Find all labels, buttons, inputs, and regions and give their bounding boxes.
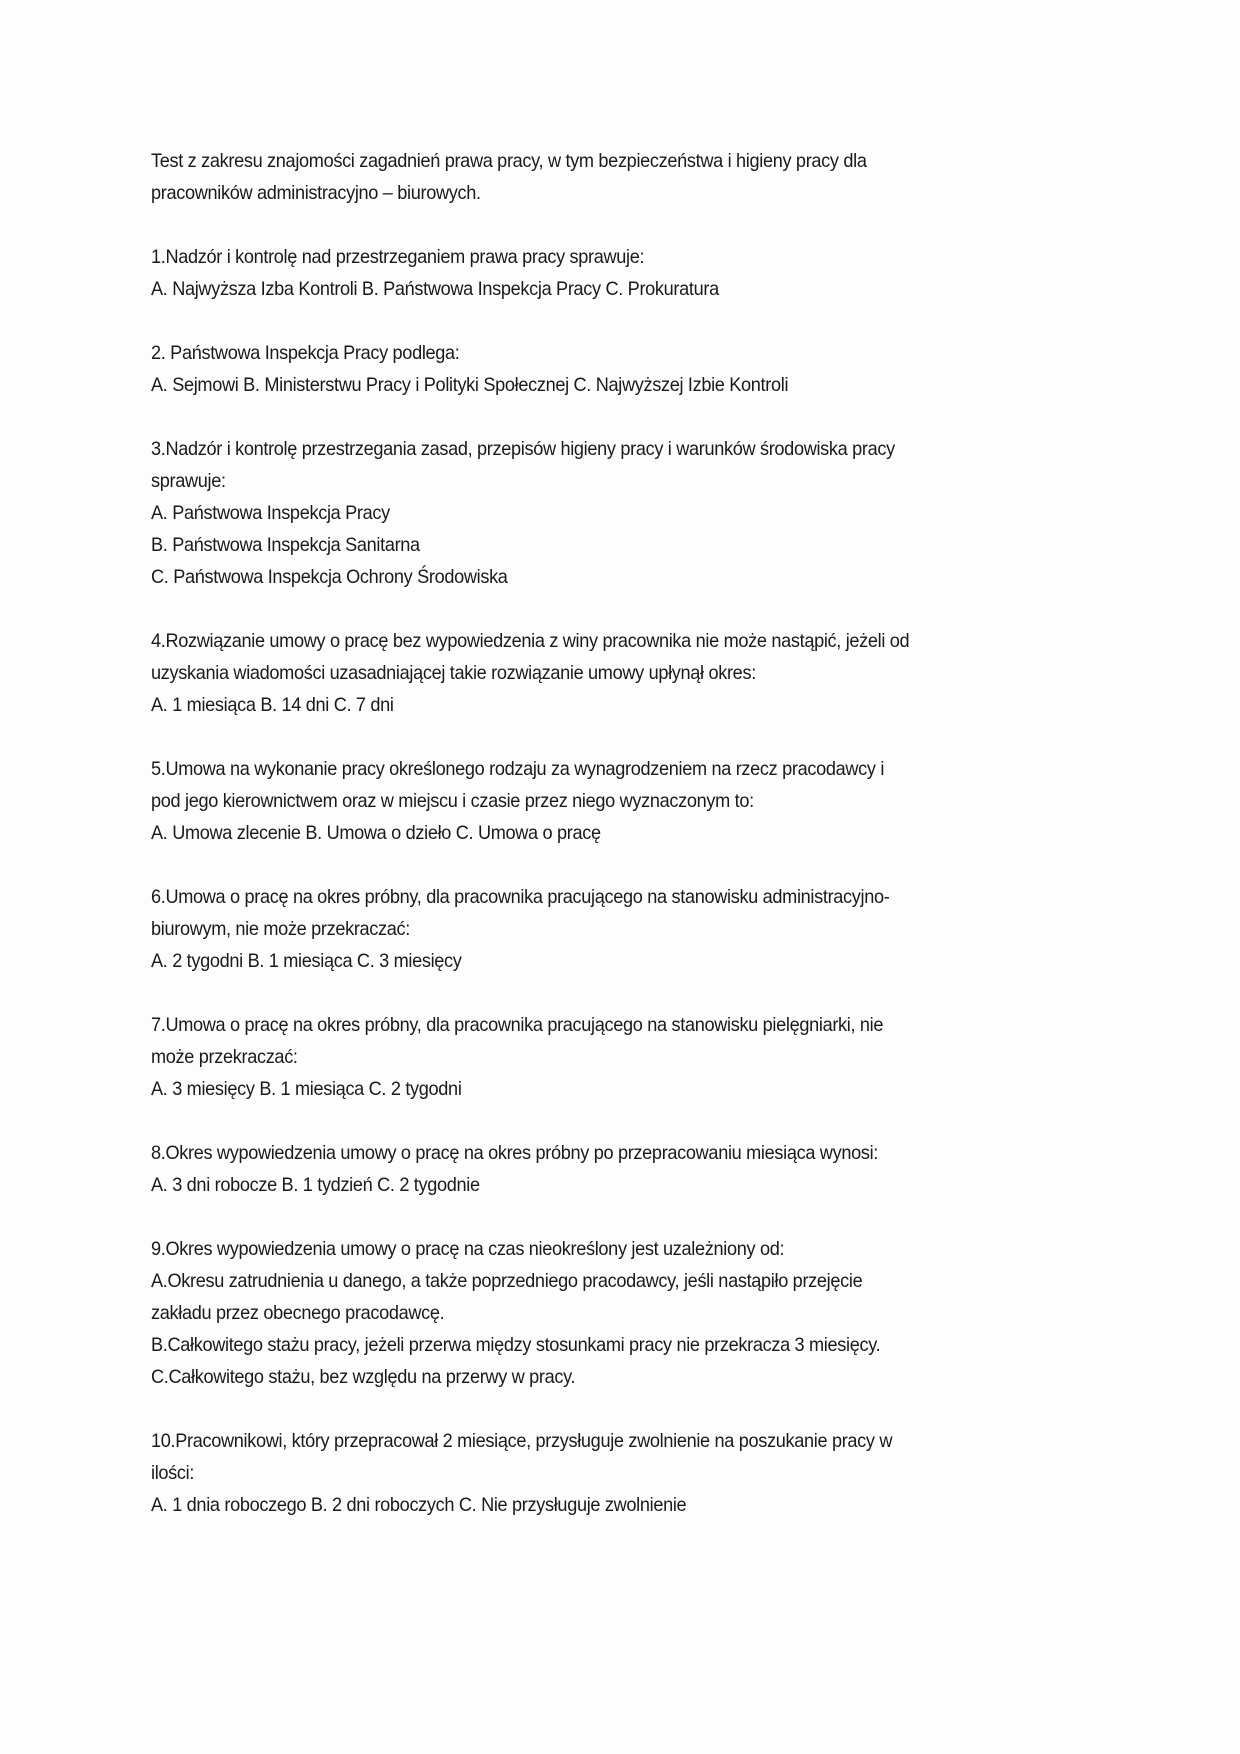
question-1 (151, 241, 1007, 305)
question-text: 8.Okres wypowiedzenia umowy o pracę na okres próbny po przepracowaniu miesiąca wynosi: (151, 1142, 878, 1164)
answer-option-b: B. Państwowa Inspekcja Sanitarna (151, 534, 420, 556)
question-9 (151, 1233, 1007, 1393)
question-text: 9.Okres wypowiedzenia umowy o pracę na czas nieokreślony jest uzależniony od: (151, 1238, 785, 1260)
answer-option-a: A.Okresu zatrudnienia u danego, a także poprzedniego pracodawcy, jeśli nastąpiło przejęcie (151, 1270, 863, 1292)
question-text: pod jego kierownictwem oraz w miejscu i czasie przez niego wyznaczonym to: (151, 790, 754, 812)
question-text: 3.Nadzór i kontrolę przestrzegania zasad, przepisów higieny pracy i warunków środowiska pracy (151, 438, 895, 460)
answer-options: A. Umowa zlecenie B. Umowa o dzieło C. Umowa o pracę (151, 822, 601, 844)
answer-option-c: C.Całkowitego stażu, bez względu na przerwy w pracy. (151, 1366, 576, 1388)
document-title (151, 145, 1007, 209)
answer-option-c: C. Państwowa Inspekcja Ochrony Środowiska (151, 566, 508, 588)
question-4 (151, 625, 1007, 721)
title-line: pracowników administracyjno – biurowych. (151, 182, 481, 204)
answer-options: A. 2 tygodni B. 1 miesiąca C. 3 miesięcy (151, 950, 462, 972)
question-text: 4.Rozwiązanie umowy o pracę bez wypowiedzenia z winy pracownika nie może nastąpić, jeżeli od (151, 630, 910, 652)
answer-options: A. 1 miesiąca B. 14 dni C. 7 dni (151, 694, 394, 716)
question-8 (151, 1137, 1007, 1201)
answer-option-a: A. Państwowa Inspekcja Pracy (151, 502, 390, 524)
answer-options: A. 1 dnia roboczego B. 2 dni roboczych C. Nie przysługuje zwolnienie (151, 1494, 687, 1516)
question-10 (151, 1425, 1007, 1521)
question-3 (151, 433, 1007, 593)
question-text: 1.Nadzór i kontrolę nad przestrzeganiem prawa pracy sprawuje: (151, 246, 645, 268)
question-text: 2. Państwowa Inspekcja Pracy podlega: (151, 342, 460, 364)
question-text: biurowym, nie może przekraczać: (151, 918, 411, 940)
question-text: 5.Umowa na wykonanie pracy określonego rodzaju za wynagrodzeniem na rzecz pracodawcy i (151, 758, 885, 780)
question-text: sprawuje: (151, 470, 226, 492)
title-line: Test z zakresu znajomości zagadnień prawa pracy, w tym bezpieczeństwa i higieny pracy dla (151, 150, 867, 172)
question-2 (151, 337, 1007, 401)
question-6 (151, 881, 1007, 977)
question-text: ilości: (151, 1462, 195, 1484)
answer-option-b: B.Całkowitego stażu pracy, jeżeli przerwa między stosunkami pracy nie przekracza 3 miesięcy. (151, 1334, 881, 1356)
answer-options: A. Sejmowi B. Ministerstwu Pracy i Polityki Społecznej C. Najwyższej Izbie Kontroli (151, 374, 789, 396)
question-7 (151, 1009, 1007, 1105)
answer-option-a-cont: zakładu przez obecnego pracodawcę. (151, 1302, 445, 1324)
question-text: 10.Pracownikowi, który przepracował 2 miesiące, przysługuje zwolnienie na poszukanie pracy w (151, 1430, 893, 1452)
answer-options: A. Najwyższa Izba Kontroli B. Państwowa Inspekcja Pracy C. Prokuratura (151, 278, 719, 300)
question-text: 6.Umowa o pracę na okres próbny, dla pracownika pracującego na stanowisku administracyjno- (151, 886, 890, 908)
answer-options: A. 3 dni robocze B. 1 tydzień C. 2 tygodnie (151, 1174, 480, 1196)
question-text: uzyskania wiadomości uzasadniającej takie rozwiązanie umowy upłynął okres: (151, 662, 756, 684)
document-page (151, 145, 1007, 1553)
question-5 (151, 753, 1007, 849)
question-text: może przekraczać: (151, 1046, 298, 1068)
answer-options: A. 3 miesięcy B. 1 miesiąca C. 2 tygodni (151, 1078, 462, 1100)
question-text: 7.Umowa o pracę na okres próbny, dla pracownika pracującego na stanowisku pielęgniarki, nie (151, 1014, 884, 1036)
